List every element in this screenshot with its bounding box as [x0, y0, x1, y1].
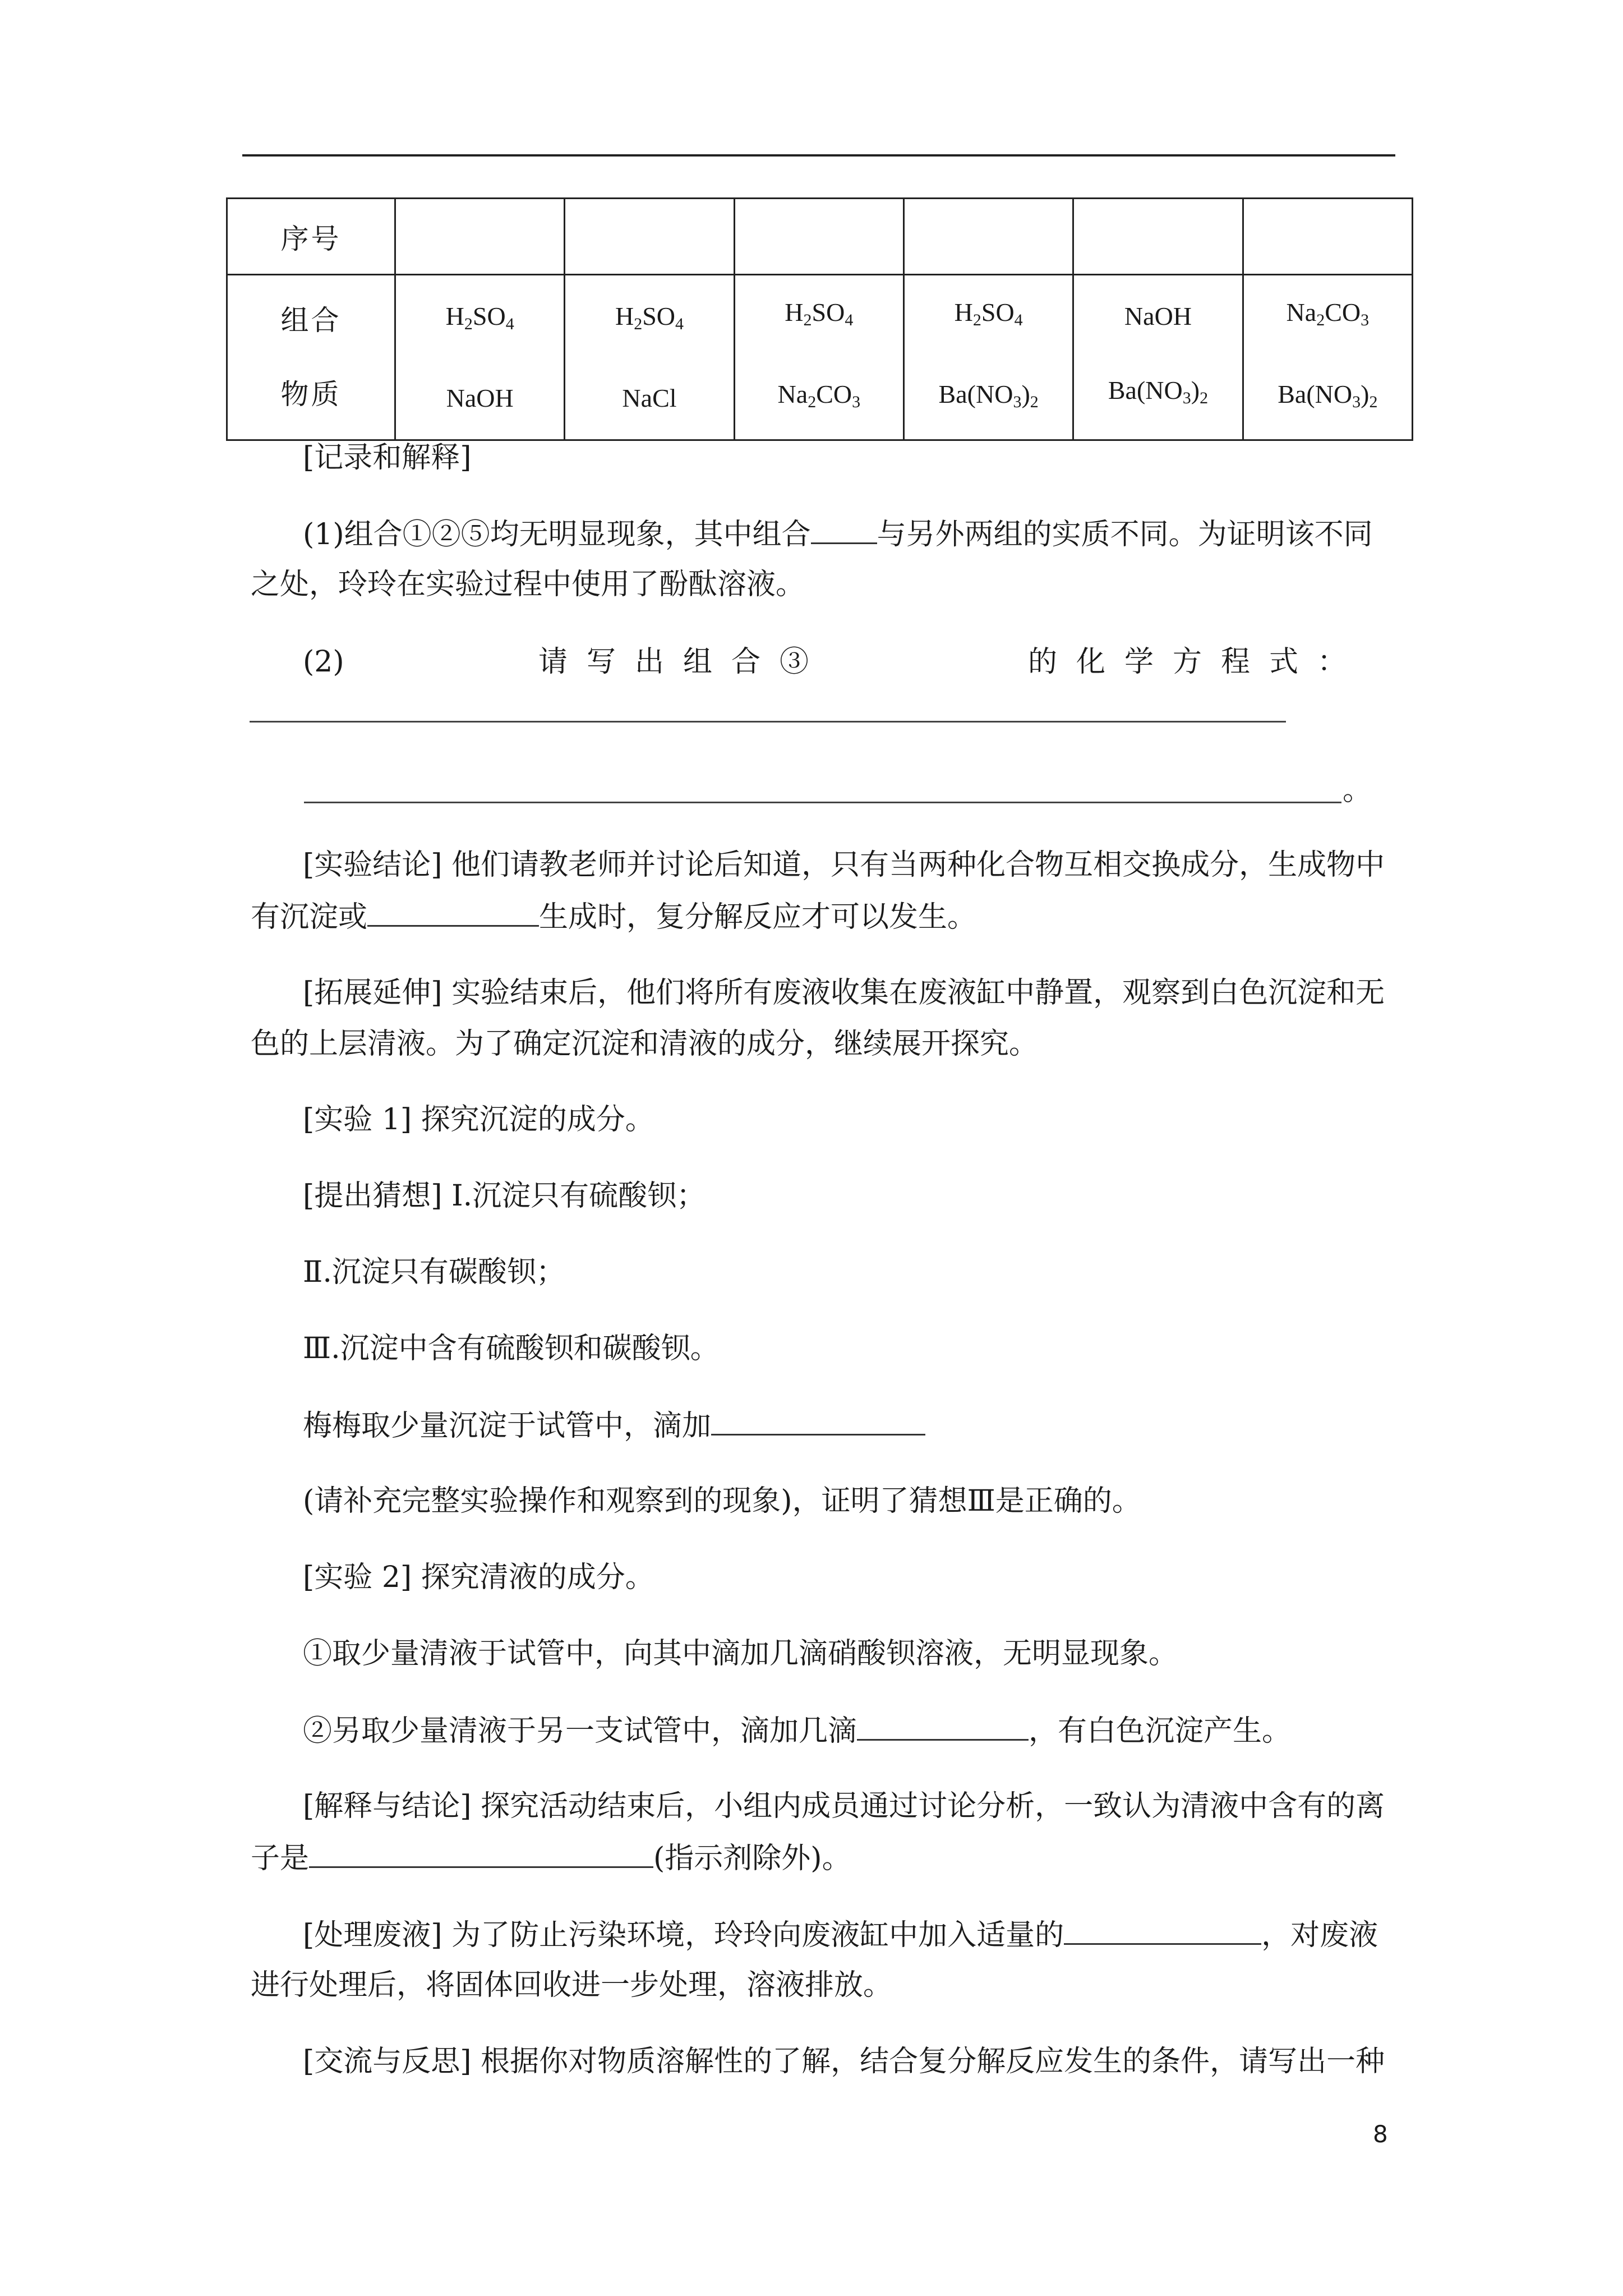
combo-cell-4: [903, 275, 1073, 440]
waste-line-1: [303, 1917, 1378, 1952]
number-cell: [1243, 199, 1412, 275]
step-2: [303, 1713, 1291, 1748]
waste-text-a: [处理废液] 为了防止污染环境，玲玲向废液缸中加入适量的: [303, 1918, 1064, 1952]
header-rule: [242, 154, 1395, 157]
formula-a: $H_2SO_4$: [954, 298, 1023, 329]
q1-text-a: (1)组合①②⑤均无明显现象，其中组合: [303, 518, 811, 551]
experiment-1-heading: [实验 1] 探究沉淀的成分。: [303, 1103, 654, 1137]
combo-cell-5: [1073, 275, 1243, 440]
extend-line-2: 色的上层清液。为了确定沉淀和清液的成分，继续展开探究。: [251, 1027, 1039, 1061]
combination-table: [226, 197, 1413, 441]
waste-text-b: ，对废液: [1261, 1918, 1378, 1952]
answer-blank[interactable]: [811, 517, 877, 544]
step-2-text-b: ，有白色沉淀产生。: [1029, 1714, 1292, 1748]
table-row-combination: [227, 275, 1413, 440]
step-1: ①取少量清液于试管中，向其中滴加几滴硝酸钡溶液，无明显现象。: [303, 1637, 1178, 1671]
formula-b: NaOH: [446, 384, 514, 412]
label-combo: 组合: [280, 304, 342, 337]
formula-b: $Ba(NO_3)_2$: [938, 380, 1039, 411]
number-cell: [903, 199, 1073, 275]
conclusion-text-b: 生成时，复分解反应才可以发生。: [539, 900, 977, 934]
answer-blank[interactable]: [367, 899, 539, 927]
formula-b: NaCl: [622, 384, 677, 412]
extend-line-1: [拓展延伸] 实验结束后，他们将所有废液收集在废液缸中静置，观察到白色沉淀和无: [303, 976, 1385, 1010]
question-1-line-2: 之处，玲玲在实验过程中使用了酚酞溶液。: [251, 568, 805, 601]
table-row-number: [227, 199, 1413, 275]
record-heading: [记录和解释]: [303, 441, 472, 475]
meimei-line-2: (请补充完整实验操作和观察到的现象)，证明了猜想Ⅲ是正确的。: [303, 1484, 1141, 1518]
row-label-number: 序号: [227, 199, 395, 275]
meimei-text: 梅梅取少量沉淀于试管中，滴加: [303, 1409, 712, 1443]
guess-3: Ⅲ.沉淀中含有硫酸钡和碳酸钡。: [303, 1332, 720, 1365]
waste-line-2: 进行处理后，将固体回收进一步处理，溶液排放。: [251, 1968, 893, 2002]
formula-a: NaOH: [1124, 302, 1192, 330]
q1-text-b: 与另外两组的实质不同。为证明该不同: [877, 518, 1373, 551]
answer-blank[interactable]: [711, 1408, 925, 1435]
number-cell: [395, 199, 565, 275]
answer-line[interactable]: [304, 802, 1341, 803]
number-cell: [1073, 199, 1243, 275]
step-2-text-a: ②另取少量清液于另一支试管中，滴加几滴: [303, 1714, 857, 1748]
experiment-2-heading: [实验 2] 探究清液的成分。: [303, 1561, 654, 1594]
number-cell: [734, 199, 903, 275]
formula-b: $Ba(NO_3)_2$: [1108, 376, 1209, 407]
explain-line-1: [解释与结论] 探究活动结束后，小组内成员通过讨论分析，一致认为清液中含有的离: [303, 1789, 1385, 1823]
combo-cell-3: [734, 275, 903, 440]
answer-blank[interactable]: [857, 1713, 1029, 1741]
number-cell: [565, 199, 734, 275]
reflect-line: [交流与反思] 根据你对物质溶解性的了解，结合复分解反应发生的条件，请写出一种: [303, 2045, 1385, 2078]
period: 。: [1343, 774, 1372, 807]
explain-text-b: (指示剂除外)。: [653, 1842, 851, 1875]
combo-cell-2: [565, 275, 734, 440]
meimei-line: [303, 1408, 925, 1443]
formula-b: $Na_2CO_3$: [777, 380, 861, 411]
formula-b: $Ba(NO_3)_2$: [1278, 380, 1378, 411]
question-2-equation-label: 的化学方程式：: [1028, 645, 1366, 679]
row-label-combination: [227, 275, 395, 440]
combo-cell-1: [395, 275, 565, 440]
label-substance: 物质: [280, 378, 342, 411]
formula-a: $H_2SO_4$: [445, 302, 514, 333]
question-2-prompt: 请写出组合③: [538, 645, 828, 679]
explain-line-2: [251, 1841, 851, 1875]
formula-a: $Na_2CO_3$: [1286, 298, 1370, 329]
answer-blank[interactable]: [309, 1841, 653, 1868]
conclusion-line-2: [251, 899, 976, 934]
page-number: 8: [1373, 2120, 1388, 2148]
answer-line[interactable]: [250, 721, 1286, 723]
conclusion-line-1: [实验结论] 他们请教老师并讨论后知道，只有当两种化合物互相交换成分，生成物中: [303, 848, 1385, 882]
combo-cell-6: [1243, 275, 1412, 440]
answer-blank[interactable]: [1064, 1917, 1261, 1945]
guess-1: [提出猜想] Ⅰ.沉淀只有硫酸钡；: [303, 1179, 706, 1213]
formula-a: $H_2SO_4$: [615, 302, 684, 333]
conclusion-text-a: 有沉淀或: [251, 900, 368, 934]
explain-text-a: 子是: [251, 1842, 310, 1875]
guess-2: Ⅱ.沉淀只有碳酸钡；: [303, 1255, 565, 1289]
formula-a: $H_2SO_4$: [785, 298, 854, 329]
question-2-number: (2): [303, 645, 344, 679]
question-1-line-1: [303, 517, 1373, 551]
